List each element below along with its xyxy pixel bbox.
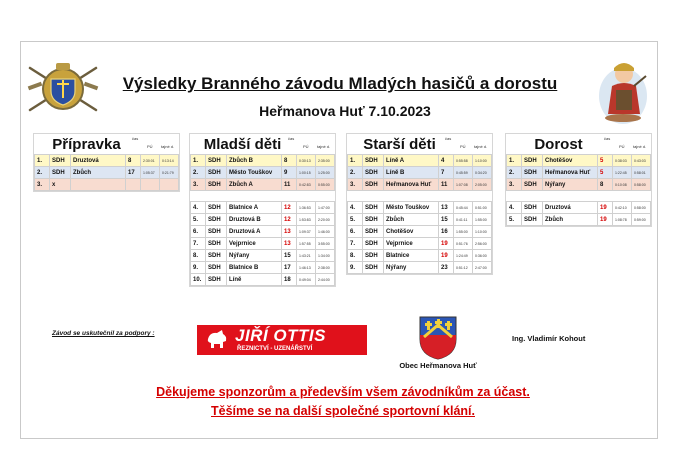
score-cell: 16 (439, 226, 454, 238)
results-group (34, 154, 179, 191)
rank-cell: 7. (348, 238, 363, 250)
score-cell: 12 (282, 202, 297, 214)
group-gap (190, 191, 335, 201)
secret-time-cell: 0:58:01 (632, 167, 651, 179)
secret-time-cell: 2:47:00 (473, 262, 492, 274)
col-label-secret: tajné d. (474, 144, 488, 149)
org-cell: SDH (522, 155, 543, 167)
secret-time-cell: 0:34:20 (473, 167, 492, 179)
table-row (191, 167, 335, 179)
rank-cell: 2. (35, 167, 50, 179)
secret-time-cell: 1:47:00 (316, 202, 335, 214)
pu-time-cell: 0:41:11 (454, 214, 473, 226)
pu-time-cell: 0:51:76 (454, 238, 473, 250)
results-group (347, 154, 492, 191)
org-cell: SDH (522, 202, 543, 214)
pu-time-cell: 1:24:49 (454, 250, 473, 262)
team-cell: Nýřany (227, 250, 282, 262)
secret-time-cell: 2:38:00 (316, 262, 335, 274)
butcher-animal-icon (205, 329, 229, 351)
rank-cell: 9. (348, 262, 363, 274)
score-cell: 15 (282, 250, 297, 262)
rank-cell: 10. (191, 274, 206, 286)
rank-cell: 3. (191, 179, 206, 191)
team-cell: Zbůch B (227, 155, 282, 167)
secret-time-cell: 1:34:00 (316, 250, 335, 262)
saint-florian-mascot-icon (594, 56, 652, 126)
category-header (190, 134, 335, 154)
score-cell (126, 179, 141, 191)
pu-time-cell: 2:30:01 (141, 155, 160, 167)
col-label-time: čas (445, 136, 452, 141)
team-cell: Heřmanova Huť (543, 167, 598, 179)
category-title: Starší děti (363, 136, 436, 153)
secret-time-cell: 1:55:00 (473, 214, 492, 226)
category-title: Mladší děti (203, 136, 282, 153)
category-dorost (505, 133, 652, 227)
org-cell: SDH (363, 250, 384, 262)
pu-time-cell: 1:46:13 (297, 262, 316, 274)
org-cell: SDH (363, 179, 384, 191)
org-cell: SDH (363, 167, 384, 179)
secret-time-cell: 3:55:00 (316, 238, 335, 250)
secret-time-cell: 0:58:00 (632, 202, 651, 214)
score-cell: 13 (282, 238, 297, 250)
team-cell: Líně (227, 274, 282, 286)
score-cell: 13 (282, 226, 297, 238)
secret-time-cell: 2:05:00 (473, 179, 492, 191)
results-group (347, 201, 492, 274)
pu-time-cell: 0:51:12 (454, 262, 473, 274)
score-cell: 19 (439, 238, 454, 250)
rank-cell: 7. (191, 238, 206, 250)
category-title: Přípravka (52, 136, 121, 153)
org-cell: SDH (206, 155, 227, 167)
table-row (348, 179, 492, 191)
score-cell: 5 (598, 155, 613, 167)
table-row (35, 155, 179, 167)
team-cell: Chotěšov (384, 226, 439, 238)
rank-cell: 9. (191, 262, 206, 274)
rank-cell: 2. (348, 167, 363, 179)
org-cell: SDH (206, 214, 227, 226)
org-cell: SDH (206, 274, 227, 286)
page-title: Výsledky Branného závodu Mladých hasičů a dorostu (122, 74, 558, 93)
team-cell: Zbůch (543, 214, 598, 226)
table-row (348, 238, 492, 250)
rank-cell: 8. (348, 250, 363, 262)
table-row (348, 250, 492, 262)
org-cell: SDH (522, 214, 543, 226)
col-label-time: čas (288, 136, 295, 141)
group-gap (506, 191, 651, 201)
score-cell: 9 (282, 167, 297, 179)
score-cell: 7 (439, 167, 454, 179)
rank-cell: 4. (507, 202, 522, 214)
score-cell: 5 (598, 167, 613, 179)
team-cell: Blatnice B (227, 262, 282, 274)
secret-time-cell: 2:56:00 (473, 238, 492, 250)
secret-time-cell: 0:58:00 (632, 179, 651, 191)
pu-time-cell: 1:08:78 (613, 214, 632, 226)
village-coat-of-arms-icon (418, 315, 458, 361)
col-label-time: čas (604, 136, 611, 141)
col-label-pu: PÚ (303, 144, 309, 149)
pu-time-cell: 1:57:55 (297, 238, 316, 250)
table-row (348, 262, 492, 274)
org-cell: SDH (363, 238, 384, 250)
table-row (348, 167, 492, 179)
category-mladsi-deti (189, 133, 336, 287)
secret-time-cell: 0:13:14 (160, 155, 179, 167)
rank-cell: 6. (348, 226, 363, 238)
pu-time-cell: 1:22:45 (613, 167, 632, 179)
table-row (191, 202, 335, 214)
secret-time-cell: 1:25:00 (316, 167, 335, 179)
team-cell: Líně B (384, 167, 439, 179)
table-row (191, 274, 335, 286)
col-label-secret: tajné d. (161, 144, 175, 149)
rank-cell: 1. (348, 155, 363, 167)
team-cell: Zbůch (384, 214, 439, 226)
rank-cell: 5. (191, 214, 206, 226)
thanks-line-2: Těšíme se na další společné sportovní klání. (211, 404, 475, 418)
table-row (507, 214, 651, 226)
col-label-pu: PÚ (460, 144, 466, 149)
pu-time-cell: 1:00:15 (297, 167, 316, 179)
rank-cell: 4. (348, 202, 363, 214)
team-cell: Líně A (384, 155, 439, 167)
team-cell: Zbůch (71, 167, 126, 179)
secret-time-cell: 1:10:00 (473, 155, 492, 167)
table-row (191, 226, 335, 238)
team-cell: Druztová (71, 155, 126, 167)
rank-cell: 6. (191, 226, 206, 238)
score-cell: 17 (282, 262, 297, 274)
score-cell: 4 (439, 155, 454, 167)
col-label-pu: PÚ (619, 144, 625, 149)
score-cell: 12 (282, 214, 297, 226)
org-cell: SDH (206, 250, 227, 262)
rank-cell: 8. (191, 250, 206, 262)
poster-frame (20, 41, 658, 439)
pu-time-cell: 0:42:83 (297, 179, 316, 191)
score-cell: 19 (598, 214, 613, 226)
team-cell: Vejprnice (227, 238, 282, 250)
col-label-pu: PÚ (147, 144, 153, 149)
org-cell: SDH (363, 262, 384, 274)
table-row (191, 214, 335, 226)
org-cell: SDH (206, 179, 227, 191)
pu-time-cell (141, 179, 160, 191)
rank-cell: 4. (191, 202, 206, 214)
org-cell: SDH (206, 226, 227, 238)
rank-cell: 5. (507, 214, 522, 226)
pu-time-cell: 0:42:10 (613, 202, 632, 214)
rank-cell: 2. (191, 167, 206, 179)
secret-time-cell: 0:36:00 (473, 250, 492, 262)
table-row (191, 238, 335, 250)
group-gap (347, 191, 492, 201)
rank-cell: 1. (191, 155, 206, 167)
secret-time-cell (160, 179, 179, 191)
support-label: Závod se uskutečnil za podpory : (52, 330, 155, 337)
pu-time-cell: 0:38:03 (613, 155, 632, 167)
score-cell: 8 (126, 155, 141, 167)
org-cell: SDH (363, 214, 384, 226)
category-title: Dorost (534, 136, 583, 153)
col-label-time: čas (132, 136, 139, 141)
table-row (191, 179, 335, 191)
pu-time-cell: 1:05:37 (141, 167, 160, 179)
table-row (35, 167, 179, 179)
secret-time-cell: 0:51:00 (473, 202, 492, 214)
org-cell: SDH (206, 262, 227, 274)
secret-time-cell: 0:59:00 (632, 214, 651, 226)
table-row (348, 202, 492, 214)
team-cell (71, 179, 126, 191)
results-table (34, 154, 179, 191)
col-label-secret: tajné d. (317, 144, 331, 149)
score-cell: 17 (126, 167, 141, 179)
sponsor-name: JIŘÍ OTTIS (235, 326, 326, 345)
table-row (191, 155, 335, 167)
pu-time-cell: 1:36:53 (297, 202, 316, 214)
team-cell: Chotěšov (543, 155, 598, 167)
category-header (34, 134, 179, 154)
event-place-date: Heřmanova Huť 7.10.2023 (259, 103, 431, 119)
score-cell: 19 (598, 202, 613, 214)
table-row (507, 167, 651, 179)
sponsor-subtitle: ŘEZNICTVÍ - UZENÁŘSTVÍ (237, 346, 313, 352)
category-header (506, 134, 651, 154)
secret-time-cell: 2:35:00 (316, 155, 335, 167)
results-group (506, 154, 651, 191)
category-pripravka (33, 133, 180, 192)
org-cell: SDH (206, 167, 227, 179)
team-cell: Druztová B (227, 214, 282, 226)
rank-cell: 3. (348, 179, 363, 191)
score-cell: 15 (439, 214, 454, 226)
table-row (191, 250, 335, 262)
org-cell: SDH (522, 179, 543, 191)
pu-time-cell: 1:55:00 (454, 226, 473, 238)
sponsor-logo (197, 325, 367, 355)
team-cell: Nýřany (384, 262, 439, 274)
org-cell: x (50, 179, 71, 191)
secret-time-cell: 0:43:03 (632, 155, 651, 167)
table-row (35, 179, 179, 191)
team-cell: Heřmanova Huť (384, 179, 439, 191)
org-cell: SDH (363, 155, 384, 167)
score-cell: 11 (282, 179, 297, 191)
pu-time-cell: 1:07:08 (454, 179, 473, 191)
table-row (507, 179, 651, 191)
results-table (347, 154, 492, 274)
score-cell: 8 (598, 179, 613, 191)
table-row (191, 262, 335, 274)
rank-cell: 3. (507, 179, 522, 191)
thanks-line-1: Děkujeme sponzorům a především všem závodníkům za účast. (156, 385, 530, 399)
score-cell: 8 (282, 155, 297, 167)
pu-time-cell: 1:43:21 (297, 250, 316, 262)
pu-time-cell: 0:55:58 (454, 155, 473, 167)
org-cell: SDH (50, 167, 71, 179)
org-cell: SDH (50, 155, 71, 167)
secret-time-cell: 1:46:00 (316, 226, 335, 238)
secret-time-cell: 0:21:79 (160, 167, 179, 179)
org-cell: SDH (206, 202, 227, 214)
org-cell: SDH (363, 202, 384, 214)
pu-time-cell: 0:45:59 (454, 167, 473, 179)
category-starsi-deti (346, 133, 493, 275)
results-group (190, 201, 335, 286)
secret-time-cell: 0:55:00 (316, 179, 335, 191)
team-cell: Druztová (543, 202, 598, 214)
team-cell: Vejprnice (384, 238, 439, 250)
score-cell: 11 (439, 179, 454, 191)
results-group (190, 154, 335, 191)
pu-time-cell: 0:10:08 (613, 179, 632, 191)
table-row (348, 226, 492, 238)
team-cell: Zbůch A (227, 179, 282, 191)
rank-cell: 3. (35, 179, 50, 191)
team-cell: Město Touškov (227, 167, 282, 179)
table-row (348, 214, 492, 226)
rank-cell: 1. (507, 155, 522, 167)
team-cell: Město Touškov (384, 202, 439, 214)
village-label: Obec Heřmanova Huť (399, 361, 477, 370)
org-cell: SDH (363, 226, 384, 238)
org-cell: SDH (206, 238, 227, 250)
score-cell: 23 (439, 262, 454, 274)
score-cell: 18 (282, 274, 297, 286)
results-table (506, 154, 651, 226)
rank-cell: 5. (348, 214, 363, 226)
pu-time-cell: 0:45:44 (454, 202, 473, 214)
pu-time-cell: 0:49:04 (297, 274, 316, 286)
category-header (347, 134, 492, 154)
rank-cell: 2. (507, 167, 522, 179)
secret-time-cell: 2:44:00 (316, 274, 335, 286)
pu-time-cell: 1:53:83 (297, 214, 316, 226)
results-table (190, 154, 335, 286)
results-group (506, 201, 651, 226)
secret-time-cell: 1:10:00 (473, 226, 492, 238)
score-cell: 19 (439, 250, 454, 262)
team-cell: Druztová A (227, 226, 282, 238)
pu-time-cell: 1:09:37 (297, 226, 316, 238)
org-cell: SDH (522, 167, 543, 179)
fire-brigade-emblem-icon (26, 58, 100, 120)
team-cell: Blatnice (384, 250, 439, 262)
team-cell: Nýřany (543, 179, 598, 191)
score-cell: 13 (439, 202, 454, 214)
col-label-secret: tajné d. (633, 144, 647, 149)
rank-cell: 1. (35, 155, 50, 167)
table-row (507, 202, 651, 214)
sponsor-person: Ing. Vladimír Kohout (512, 334, 586, 343)
secret-time-cell: 2:20:00 (316, 214, 335, 226)
team-cell: Blatnice A (227, 202, 282, 214)
table-row (507, 155, 651, 167)
table-row (348, 155, 492, 167)
pu-time-cell: 0:30:13 (297, 155, 316, 167)
